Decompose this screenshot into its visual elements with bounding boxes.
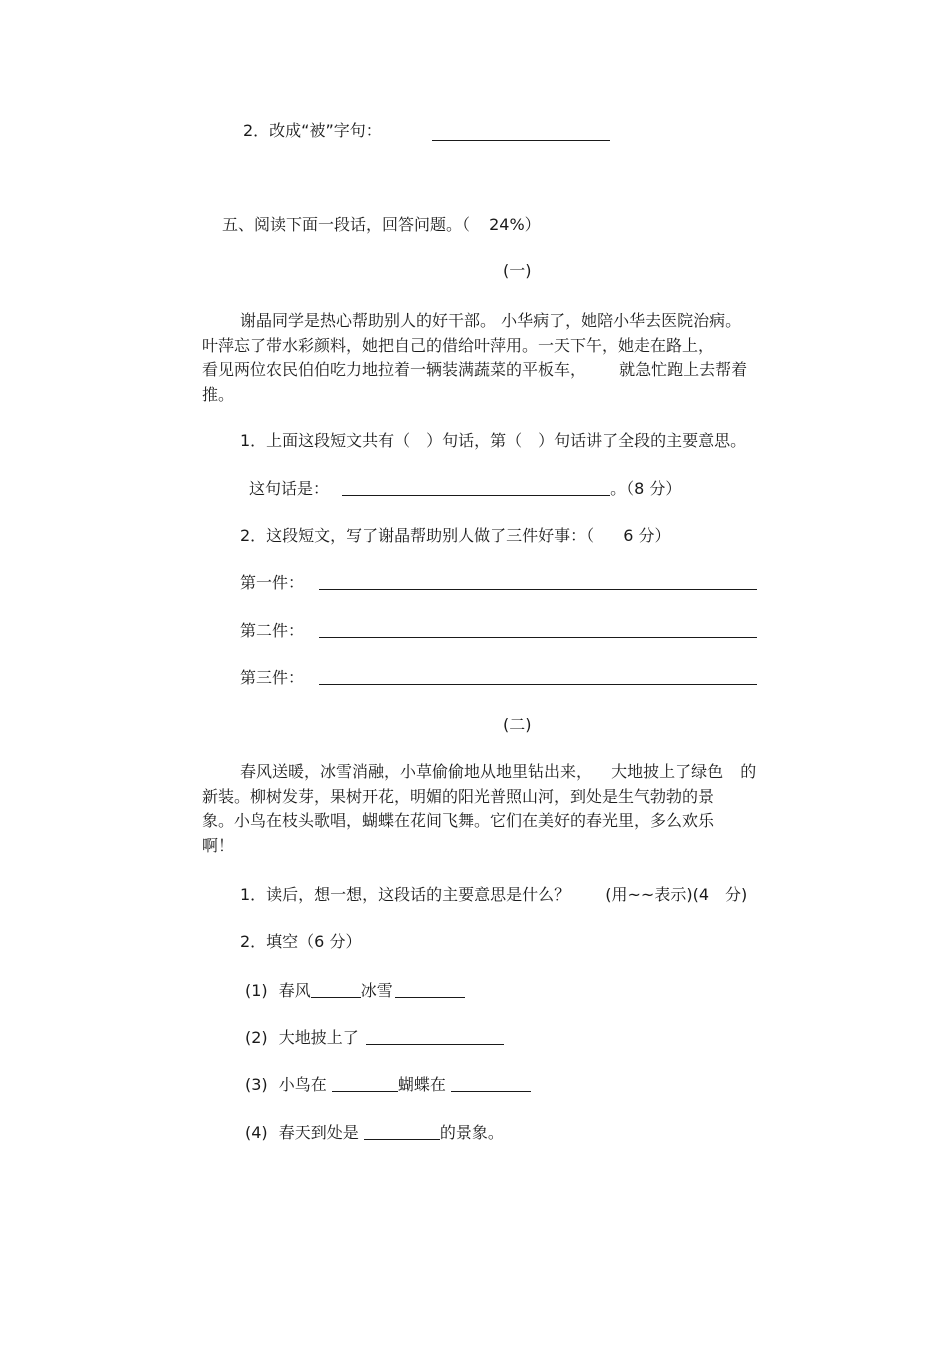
fill-item-3	[245, 1074, 531, 1096]
passage-line: 谢晶同学是热心帮助别人的好干部。 小华病了，她陪小华去医院治病。	[240, 311, 742, 330]
part1-heading: (一)	[503, 261, 532, 280]
good-deed-item	[240, 572, 757, 594]
fill-text: 蝴蝶在	[397, 1075, 446, 1094]
fill-text: 小鸟在	[278, 1075, 327, 1094]
passage-segment: 大地披上了绿色	[611, 762, 724, 781]
change-to-bei-question	[243, 120, 382, 142]
answer-blank[interactable]	[395, 981, 465, 998]
passage-line: 叶萍忘了带水彩颜料，她把自己的借给叶萍用。一天下午，她走在路上，	[202, 335, 715, 355]
passage-segment: 就急忙跑上去帮着	[619, 360, 748, 379]
passage-line	[202, 358, 812, 383]
passage-line: 新装。柳树发芽，果树开花，明媚的阳光普照山河，到处是生气勃勃的景	[202, 786, 715, 806]
item-label: 第三件：	[240, 668, 305, 687]
part1-question-1: 1．上面这段短文共有（ ）句话，第（ ）句话讲了全段的主要意思。	[240, 431, 747, 450]
fill-text: 的景象。	[439, 1123, 504, 1142]
item-label: 第二件：	[240, 621, 305, 640]
question-label: 2．改成“被”字句：	[243, 121, 382, 140]
item-label: 第一件：	[240, 573, 305, 592]
fill-item-2	[245, 1027, 504, 1049]
fill-number: (1)	[245, 981, 268, 1000]
good-deed-item	[240, 620, 757, 642]
section5-score: 24%）	[489, 215, 541, 234]
question-note: (用~~表示)(4 分)	[605, 885, 748, 904]
fill-text: 冰雪	[360, 981, 393, 1000]
part1-passage	[202, 309, 812, 407]
part2-heading: (二)	[503, 715, 532, 734]
passage-segment: 春风送暖，冰雪消融，小草偷偷地从地里钻出来，	[240, 762, 593, 781]
fill-number: (3)	[245, 1075, 268, 1094]
answer-label: 这句话是：	[249, 479, 330, 498]
fill-item-1	[245, 980, 465, 1002]
fill-number: (2)	[245, 1028, 268, 1047]
part1-question-2	[240, 525, 671, 547]
answer-blank[interactable]	[319, 573, 757, 590]
passage-line: 象。小鸟在枝头歌唱，蝴蝶在花间飞舞。它们在美好的春光里，多么欢乐	[202, 811, 715, 830]
answer-blank[interactable]	[311, 981, 361, 998]
section5-title	[222, 214, 541, 236]
part2-passage	[202, 760, 812, 858]
answer-blank[interactable]	[319, 621, 757, 638]
answer-blank[interactable]	[432, 124, 610, 141]
fill-text: 春天到处是	[278, 1123, 359, 1142]
part2-question-2: 2．填空（6 分）	[240, 932, 362, 951]
answer-blank[interactable]	[364, 1123, 440, 1140]
passage-segment: 的	[740, 762, 757, 781]
answer-end: 。（8 分）	[610, 479, 682, 498]
question-score: 6 分）	[623, 526, 671, 545]
answer-blank[interactable]	[319, 668, 757, 685]
passage-line: 推。	[202, 384, 235, 404]
fill-text: 大地披上了	[278, 1028, 359, 1047]
good-deed-item	[240, 667, 757, 689]
section5-title-text: 五、阅读下面一段话，回答问题。（	[222, 215, 471, 234]
passage-segment: 看见两位农民伯伯吃力地拉着一辆装满蔬菜的平板车，	[202, 360, 587, 379]
answer-blank[interactable]	[366, 1028, 504, 1045]
passage-line	[202, 760, 812, 785]
answer-blank[interactable]	[451, 1075, 531, 1092]
question-text: 1．读后，想一想，这段话的主要意思是什么？	[240, 885, 571, 904]
answer-blank[interactable]	[332, 1075, 398, 1092]
fill-item-4	[245, 1122, 504, 1144]
passage-line: 啊！	[202, 835, 235, 855]
part1-q1-answer	[249, 478, 681, 500]
question-text: 2．这段短文，写了谢晶帮助别人做了三件好事：（	[240, 526, 595, 545]
fill-number: (4)	[245, 1123, 268, 1142]
answer-blank[interactable]	[342, 479, 610, 496]
fill-text: 春风	[278, 981, 311, 1000]
part2-question-1	[240, 884, 747, 906]
